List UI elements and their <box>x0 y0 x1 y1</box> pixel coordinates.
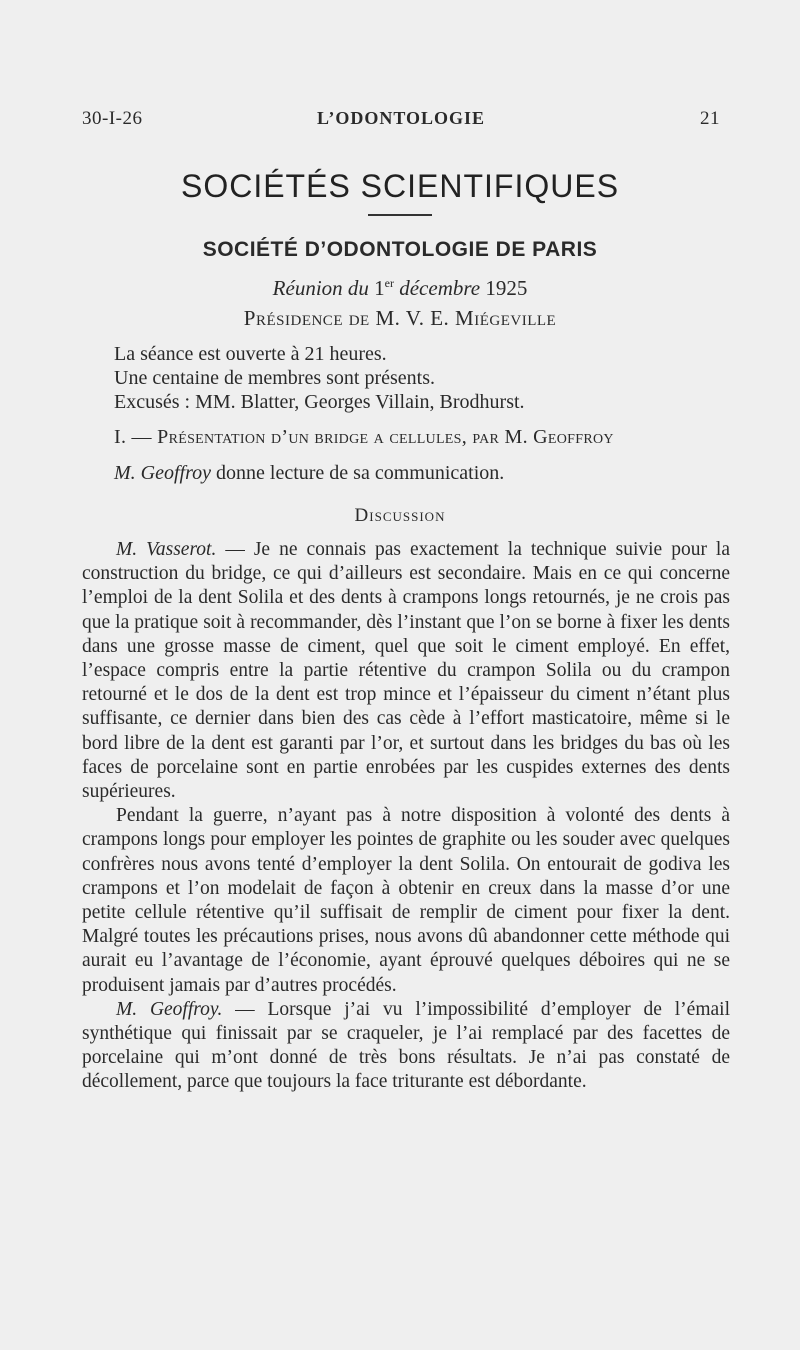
presidence-line: Présidence de M. V. E. Miégeville <box>243 306 557 330</box>
society-heading: SOCIÉTÉ D’ODONTOLOGIE DE PARIS <box>202 238 598 261</box>
meeting-day: 1er <box>374 276 394 300</box>
issue-date: 30-I-26 <box>82 108 143 129</box>
opening-line: Une centaine de membres sont présents. <box>114 367 436 389</box>
page-title: SOCIÉTÉS SCIENTIFIQUES <box>180 168 620 204</box>
discussion-heading: Discussion <box>354 505 446 526</box>
meeting-date <box>0 276 800 301</box>
title-divider <box>368 214 432 216</box>
meeting-reunion: Réunion du <box>272 276 369 300</box>
opening-line: Excusés : MM. Blatter, Georges Villain, Brodhurst. <box>114 391 525 413</box>
paragraph <box>82 538 730 804</box>
opening-notes <box>114 342 734 414</box>
journal-name: L’ODONTOLOGIE <box>316 108 486 128</box>
section-heading: I. — Présentation d’un bridge a cellules, par M. Geoffroy <box>114 426 614 448</box>
communication-text: donne lecture de sa communication. <box>216 462 505 484</box>
speaker-name: M. Geoffroy. <box>116 998 223 1020</box>
paragraph <box>82 998 730 1095</box>
paragraph-text: — Lorsque j’ai vu l’impossibilité d’employer de l’émail synthétique qui finissait par se craqueler, je l’ai remplacé par des facettes de porcelaine qui m’ont donné de très bons résultats. Je n’ai pas constaté de décollement, parce que toujours la face triturante est débordante. <box>82 998 730 1093</box>
opening-line: La séance est ouverte à 21 heures. <box>114 343 387 365</box>
paragraph-text: Pendant la guerre, n’ayant pas à notre disposition à volonté des dents à crampons longs pour employer les pointes de graphite ou les souder avec quelques confrères nous avons tenté d’employer la dent Solila. On entourait de godiva les crampons et l’on modelait de façon à obtenir en creux dans la masse d’or une petite cellule rétentive qu’il suffisait de remplir de ciment pour fixer la dent. Malgré toutes les précautions prises, nous avons dû abandonner cette méthode qui aurait eu l’avantage de l’économie, ayant éprouvé quelques déboires qui ne se produisent jamais par d’autres procédés. <box>82 805 730 996</box>
meeting-month: décembre <box>399 276 481 300</box>
speaker-name: M. Geoffroy <box>114 462 212 484</box>
page-number: 21 <box>700 108 720 129</box>
running-head <box>82 108 720 132</box>
communication-line <box>114 462 734 485</box>
paragraph <box>82 804 730 998</box>
meeting-year: 1925 <box>485 276 528 300</box>
speaker-name: M. Vasserot. <box>116 539 217 560</box>
paragraph-text: — Je ne connais pas exactement la technique suivie pour la construction du bridge, ce qui d’ailleurs est secondaire. Mais en ce qui concerne l’emploi de la dent Solila et des dents à crampons longs retournés, je ne crois pas que la pratique soit à recommander, dès l’instant que l’on se borne à fixer les dents dans une grosse masse de ciment, quel que soit le ciment employé. En effet, l’espace compris entre la partie rétentive du crampon Solila ou du crampon retourné et le dos de la dent est trop mince et l’épaisseur du ciment n’étant plus suffisante, ce dernier dans bien des cas cède à l’effort masticatoire, même si le bord libre de la dent est garanti par l’or, et surtout dans les bridges du bas où les faces de porcelaine sont en partie enrobées par les cuspides externes des dents supérieures. <box>82 539 731 803</box>
discussion-body <box>82 538 730 1095</box>
